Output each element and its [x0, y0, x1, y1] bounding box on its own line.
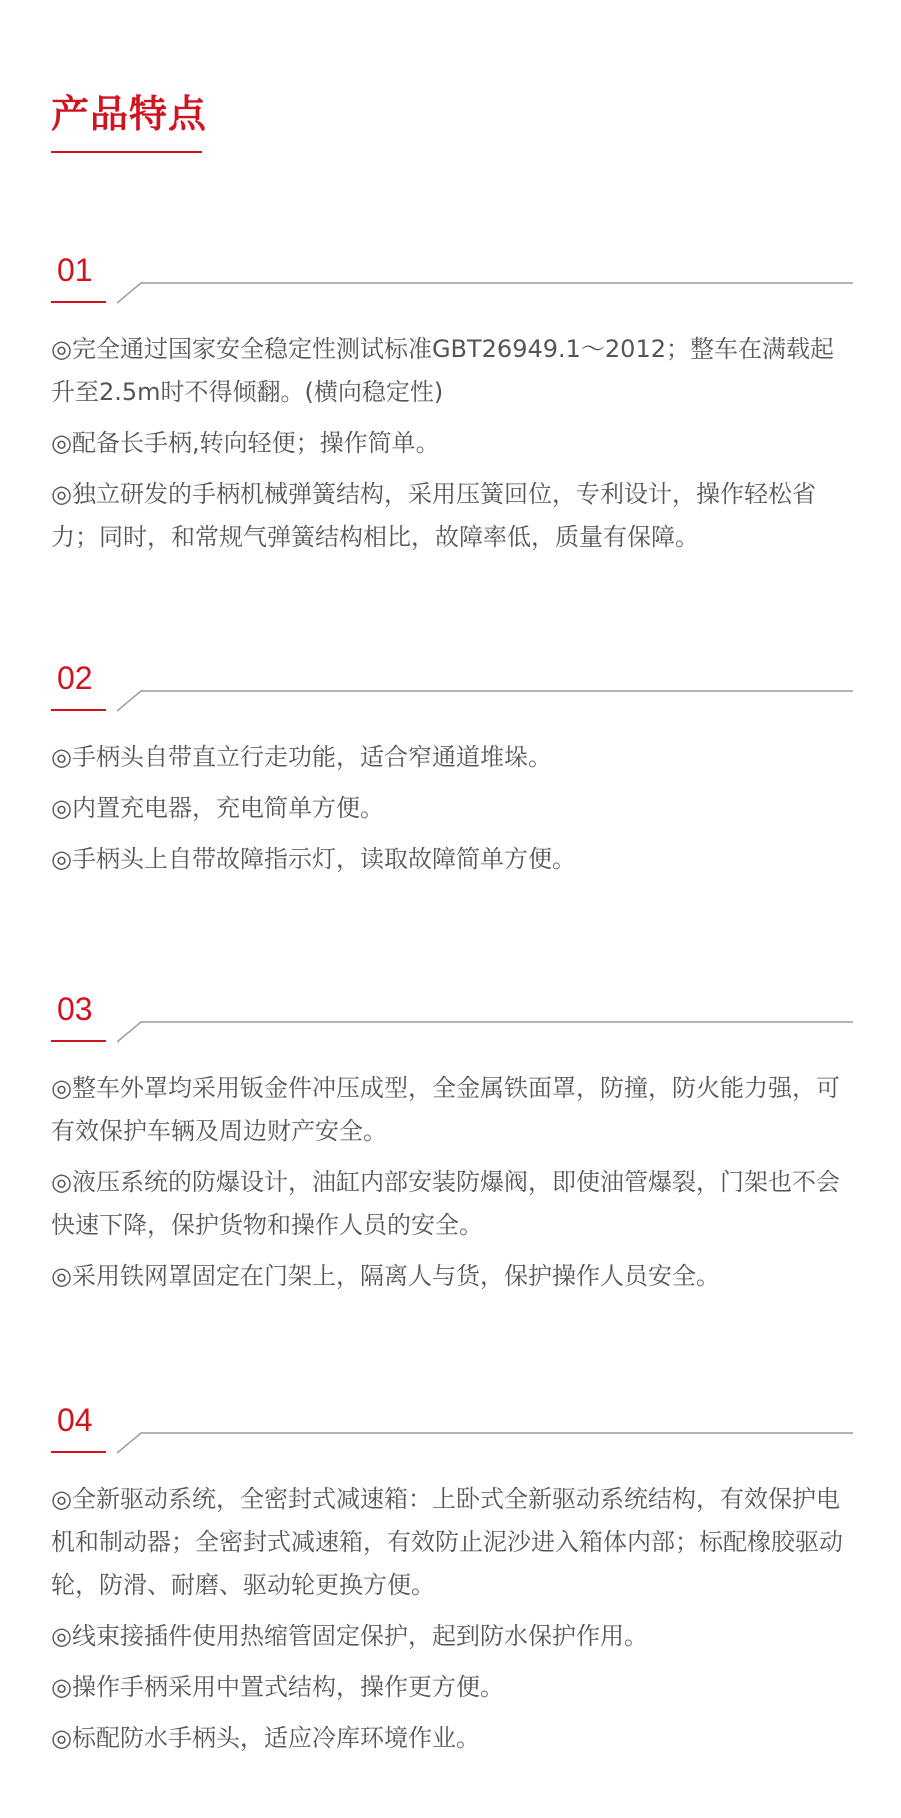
section-divider-line: [117, 1432, 853, 1454]
feature-item: ◎全新驱动系统，全密封式减速箱：上卧式全新驱动系统结构，有效保护电机和制动器；全密封式减速箱，有效防止泥沙进入箱体内部；标配橡胶驱动轮，防滑、耐磨、驱动轮更换方便。: [51, 1485, 843, 1599]
section-number-underline: [51, 301, 106, 303]
feature-list: [51, 736, 857, 889]
title-underline: [51, 151, 202, 153]
feature-item: ◎手柄头上自带故障指示灯，读取故障简单方便。: [51, 845, 576, 873]
feature-item: ◎液压系统的防爆设计，油缸内部安装防爆阀，即使油管爆裂，门架也不会快速下降，保护货物和操作人员的安全。: [51, 1168, 840, 1239]
section-number-underline: [51, 1451, 106, 1453]
feature-item: ◎内置充电器，充电简单方便。: [51, 794, 384, 822]
section-number: 02: [57, 660, 93, 696]
feature-item: ◎采用铁网罩固定在门架上，隔离人与货，保护操作人员安全。: [51, 1262, 720, 1290]
feature-list: [51, 1478, 857, 1768]
section-divider-line: [117, 282, 853, 304]
page-title: 产品特点: [51, 92, 208, 136]
section-number: 01: [57, 252, 93, 288]
feature-item: ◎完全通过国家安全稳定性测试标准GBT26949.1～2012；整车在满载起升至2.5m时不得倾翻。(横向稳定性): [51, 335, 834, 406]
feature-list: [51, 328, 857, 567]
feature-item: ◎整车外罩均采用钣金件冲压成型，全金属铁面罩，防撞，防火能力强，可有效保护车辆及周边财产安全。: [51, 1074, 840, 1145]
feature-item: ◎操作手柄采用中置式结构，操作更方便。: [51, 1673, 504, 1701]
feature-list: [51, 1067, 857, 1306]
feature-item: ◎手柄头自带直立行走功能，适合窄通道堆垛。: [51, 743, 552, 771]
feature-item: ◎配备长手柄,转向轻便；操作简单。: [51, 429, 440, 457]
section-number: 03: [57, 991, 93, 1027]
section-number: 04: [57, 1402, 93, 1438]
section-divider-line: [117, 1021, 853, 1043]
section-number-underline: [51, 709, 106, 711]
feature-item: ◎独立研发的手柄机械弹簧结构，采用压簧回位，专利设计，操作轻松省力；同时，和常规气弹簧结构相比，故障率低，质量有保障。: [51, 480, 816, 551]
feature-item: ◎标配防水手柄头，适应冷库环境作业。: [51, 1724, 480, 1752]
section-number-underline: [51, 1040, 106, 1042]
section-divider-line: [117, 690, 853, 712]
feature-item: ◎线束接插件使用热缩管固定保护，起到防水保护作用。: [51, 1622, 648, 1650]
